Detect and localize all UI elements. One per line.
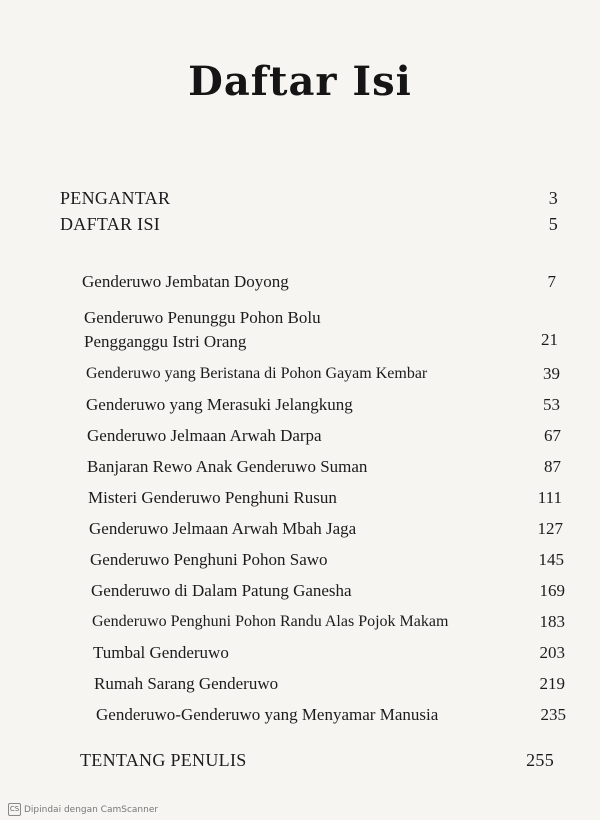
camscanner-logo-icon: CS: [8, 803, 21, 816]
toc-entry-label: PENGANTAR: [60, 188, 171, 208]
toc-entry-page: 53: [543, 395, 560, 414]
toc-entry-page: 87: [544, 457, 561, 476]
toc-entry-page: 39: [543, 364, 560, 383]
toc-entry-label: Genderuwo yang Merasuki Jelangkung: [86, 395, 353, 414]
toc-entry-page: 127: [537, 519, 563, 538]
scanner-watermark-text: Dipindai dengan CamScanner: [24, 804, 159, 815]
toc-entry-page: 111: [537, 488, 562, 507]
toc-entry-page: 5: [548, 214, 558, 234]
toc-entry-label: Genderuwo Penghuni Pohon Randu Alas Pojok Makam: [92, 613, 449, 630]
toc-entry-page: 203: [539, 643, 565, 662]
toc-entry-label: DAFTAR ISI: [60, 214, 161, 234]
toc-entry-label-line2: Pengganggu Istri Orang: [84, 332, 247, 351]
toc-entry-label: Genderuwo di Dalam Patung Ganesha: [91, 581, 352, 600]
toc-entry-label: Genderuwo Jembatan Doyong: [82, 272, 289, 291]
toc-entry-page: 67: [544, 426, 561, 445]
scanner-watermark: [8, 803, 158, 816]
toc-entry-label: TENTANG PENULIS: [80, 750, 247, 770]
toc-entry-page: 21: [541, 330, 558, 349]
toc-entry-page: 145: [538, 550, 564, 569]
toc-entry-label-line1: Genderuwo Penunggu Pohon Bolu: [84, 308, 321, 327]
toc-entry-label: Misteri Genderuwo Penghuni Rusun: [88, 488, 337, 507]
toc-entry-label: Rumah Sarang Genderuwo: [94, 674, 279, 693]
toc-entry-page: 235: [540, 705, 566, 724]
toc-entry-label: Genderuwo Jelmaan Arwah Darpa: [87, 426, 322, 445]
toc-entry-page: 7: [547, 272, 556, 291]
toc-entry-label: Genderuwo Jelmaan Arwah Mbah Jaga: [89, 519, 357, 538]
toc-entry-label: Banjaran Rewo Anak Genderuwo Suman: [87, 457, 368, 476]
toc-entry-label: Genderuwo Penghuni Pohon Sawo: [90, 550, 328, 569]
toc-entry-page: 255: [526, 750, 554, 770]
toc-entry-page: 3: [548, 188, 558, 208]
toc-entry-label: Tumbal Genderuwo: [93, 643, 229, 662]
toc-entry-page: 169: [539, 581, 565, 600]
toc-entry-label: Genderuwo yang Beristana di Pohon Gayam Kembar: [86, 365, 428, 382]
toc-entry: [84, 308, 558, 354]
toc-entry-label: Genderuwo-Genderuwo yang Menyamar Manusia: [96, 705, 439, 724]
page-title: Daftar Isi: [188, 58, 412, 105]
toc-entry-page: 183: [539, 612, 565, 631]
toc-entry-page: 219: [539, 674, 565, 693]
